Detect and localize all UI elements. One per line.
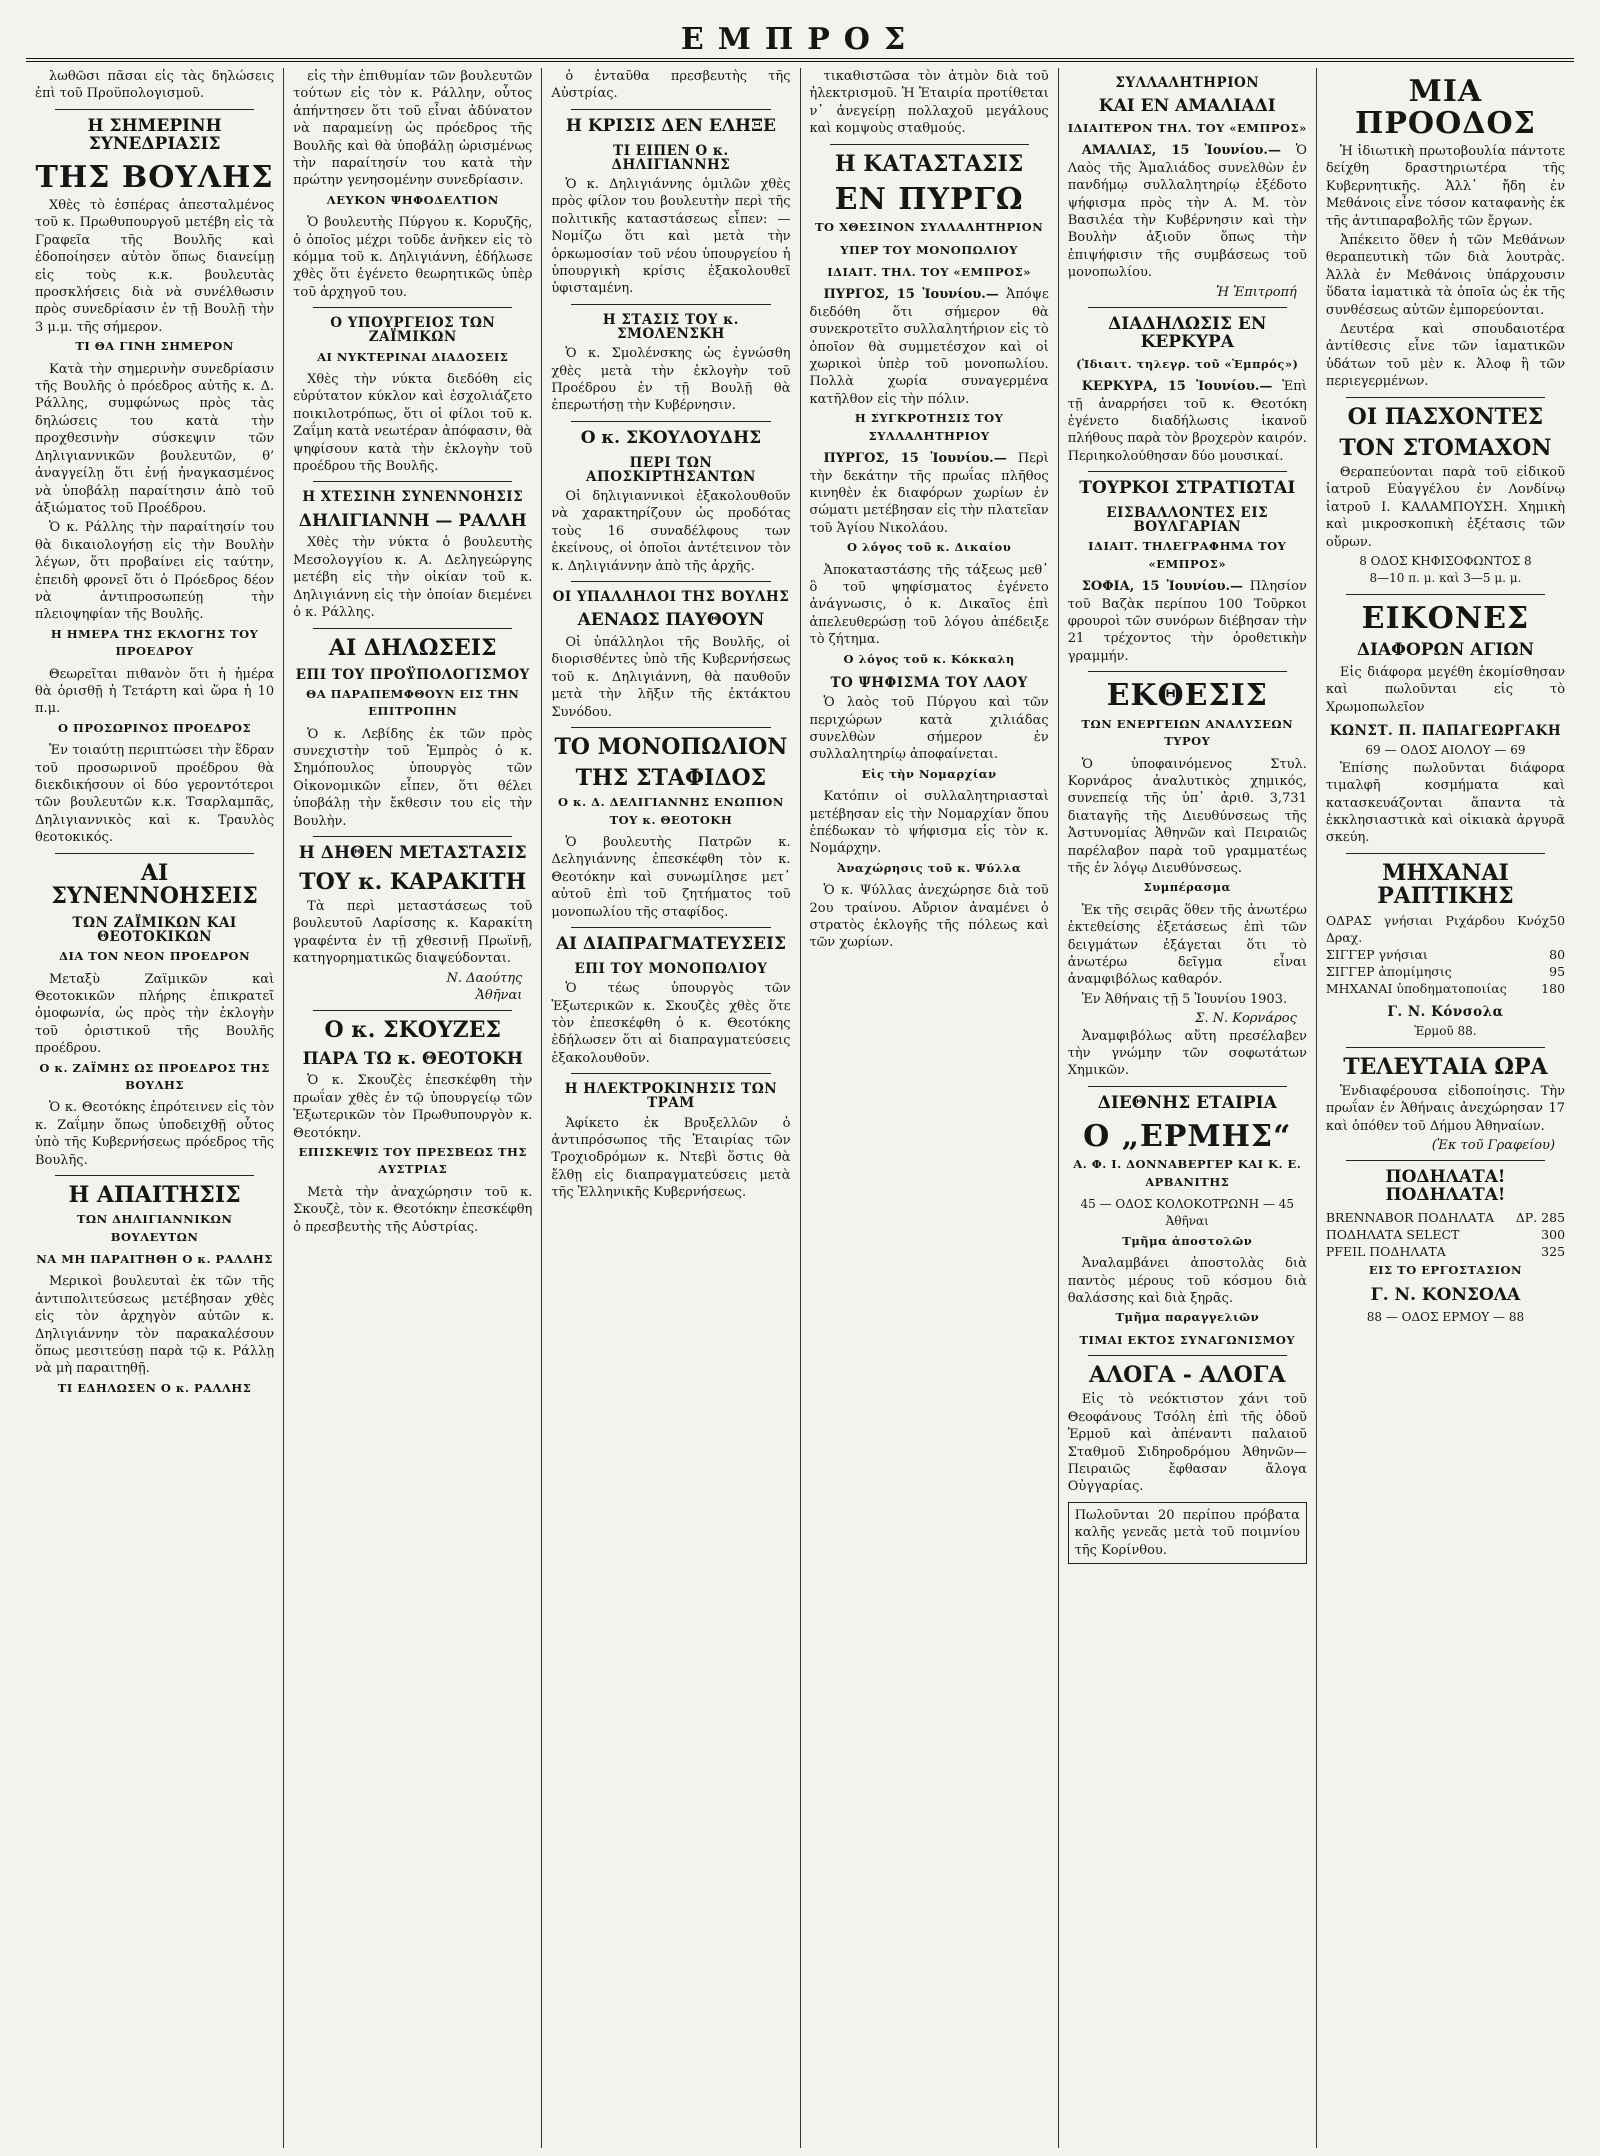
dateline: ΠΥΡΓΟΣ, 15 Ἰουνίου.— [823,287,999,303]
headline: Ο „ΕΡΜΗΣ“ [1083,1118,1292,1154]
shop-name: Γ. Ν. Κόνσολα [1387,1004,1504,1021]
article-text: Θεωρεῖται πιθανὸν ὅτι ἡ ἡμέρα θὰ ὁρισθῇ ἡ Τετάρτη καὶ ὥρα ἡ 10 π.μ. [35,666,275,717]
headline: ΟΙ ΠΑΣΧΟΝΤΕΣ [1347,403,1544,430]
article-text: τικαθιστῶσα τὸν ἀτμὸν διὰ τοῦ ἠλεκτρισμοῦ. Ἡ Ἑταιρία προτίθεται ν᾽ ἀνεγείρῃ πολλαχοῦ μεγάλους καὶ κομψοὺς σταθμούς. [809,69,1049,137]
headline: ΠΕΡΙ ΤΩΝ ΑΠΟΣΚΙΡΤΗΣΑΝΤΩΝ [586,454,756,485]
subheading: Ο κ. Δ. ΔΕΛΙΓΙΑΝΝΗΣ ΕΝΩΠΙΟΝ ΤΟΥ κ. ΘΕΟΤΟΚΗ [558,795,784,827]
headline: Η ΗΛΕΚΤΡΟΚΙΝΗΣΙΣ ΤΩΝ ΤΡΑΜ [564,1081,778,1112]
price-value: ΔΡ. 285 [1515,1210,1566,1226]
divider [571,1073,770,1074]
subheading: Ο ΠΡΟΣΩΡΙΝΟΣ ΠΡΟΕΔΡΟΣ [58,720,252,735]
divider [571,581,770,582]
signature: Ν. Δαούτης [446,970,523,986]
divider [1088,471,1287,472]
price-row [1326,963,1565,980]
headline: ΑΛΟΓΑ - ΑΛΟΓΑ [1089,1362,1286,1389]
dateline: ΑΜΑΛΙΑΣ, 15 Ἰουνίου.— [1081,143,1281,159]
article-text: Οἱ δηλιγιαννικοὶ ἐξακολουθοῦν νὰ χαρακτηρίζουν ὡς προδότας τοὺς 16 συναδέλφους των ἐκείνους, οἱ ὁποῖοι ἀντέτεινον τὸν κ. Δηλιγιάννην ἀπὸ τῆς ἀρχῆς. [551,489,791,574]
divider [313,1010,512,1011]
headline: ΤΙ ΕΙΠΕΝ Ο κ. ΔΗΛΙΓΙΑΝΝΗΣ [611,142,731,173]
masthead [26,10,1574,62]
divider [1346,594,1545,595]
subheading: ΤΟ ΧΘΕΣΙΝΟΝ ΣΥΛΛΑΛΗΤΗΡΙΟΝ [814,220,1044,235]
price-row [1326,1243,1565,1260]
divider [1088,307,1287,308]
divider [313,836,512,837]
article-text: ὁ ἐνταῦθα πρεσβευτὴς τῆς Αὐστρίας. [551,69,791,102]
article-text: Ἀποκαταστάσης τῆς τάξεως μεθ᾽ ὃ τοῦ ψηφίσματος ἐγένετο ἀνάγνωσις, ὁ κ. Δικαῖος ἐπὶ ἀπελευθερώσῃ τοῦ λόγου ἀπέδειξε τὸ ζήτημα. [809,562,1049,648]
headline: ΑΙ ΔΙΑΠΡΑΓΜΑΤΕΥΣΕΙΣ [555,934,787,955]
headline: Η ΣΤΑΣΙΣ ΤΟΥ κ. ΣΜΟΛΕΝΣΚΗ [602,311,739,343]
article-text: Μερικοὶ βουλευταὶ ἐκ τῶν τῆς ἀντιπολιτεύσεως μετέβησαν χθὲς εἰς τὸν ἀρχηγὸν αὐτῶν κ. Δηλιγιάννην τὸν παρακαλέσουν ὅπως μεσιτεύσῃ παρὰ τῷ κ. Ράλλῃ νὰ μὴ παραιτηθῇ. [35,1274,275,1377]
headline: ΤΩΝ ΖΑΪΜΙΚΩΝ ΚΑΙ ΘΕΟΤΟΚΙΚΩΝ [72,914,237,945]
subheading: ΙΔΙΑΙΤ. ΤΗΛΕΓΡΑΦΗΜΑ ΤΟΥ «ΕΜΠΡΟΣ» [1088,539,1287,571]
newspaper-title: ΕΜΠΡΟΣ [680,22,920,57]
article-text: Πλησίον τοῦ Βαζὰκ περίπου 100 Τοῦρκοι φρουροὶ τῶν συνόρων διέβησαν τὴν 21 τρέχοντος τὴν ὁροθετικὴν γραμμήν. [1067,579,1307,664]
headline: ΣΥΛΛΑΛΗΤΗΡΙΟΝ [1115,75,1260,91]
headline: ΔΗΛΙΓΙΑΝΝΗ — ΡΑΛΛΗ [298,510,527,531]
subheading: Η ΗΜΕΡΑ ΤΗΣ ΕΚΛΟΓΗΣ ΤΟΥ ΠΡΟΕΔΡΟΥ [50,626,259,659]
price-list [1326,912,1565,997]
column-1 [26,68,284,2148]
article-text: Περὶ τὴν δεκάτην τῆς πρωΐας πλῆθος κινηθὲν ἐκ διαφόρων χωρίων ἐν σώματι μετέβησαν εἰς τὴν πλατεῖαν τοῦ Ἁγίου Νικολάου. [809,451,1049,536]
bike-price-list [1326,1209,1565,1260]
column-3 [542,68,800,2148]
headline: ΠΟΔΗΛΑΤΑ! ΠΟΔΗΛΑΤΑ! [1385,1167,1506,1206]
subheading: ΔΙΑ ΤΟΝ ΝΕΟΝ ΠΡΟΕΔΡΟΝ [59,949,251,964]
divider [571,727,770,728]
divider [830,144,1029,145]
signature: Σ. Ν. Κορνάρος [1195,1011,1297,1027]
article-text: Ὁ τέως ὑπουργὸς τῶν Ἐξωτερικῶν κ. Σκουζὲς χθὲς ὅτε τὸν ἐπεσκέφθη ὁ κ. Θεοτόκης ἐδήλωσεν ὅτι αἱ διαπραγματεύσεις ἐξακολουθοῦν. [551,981,791,1066]
price-row [1326,980,1565,997]
dateline: ΠΥΡΓΟΣ, 15 Ἰουνίου.— [823,451,1007,467]
article-text: Οἱ ὑπάλληλοι τῆς Βουλῆς, οἱ διορισθέντες ὑπὸ τῆς Κυβερνήσεως τοῦ κ. Δηλιγιάννη, θὰ παυθοῦν μετὰ τὴν λῆξιν τῆς ἐκτάκτου Συνόδου. [551,635,791,720]
headline: ΕΙΣΒΑΛΛΟΝΤΕΣ ΕΙΣ ΒΟΥΛΓΑΡΙΑΝ [1106,505,1269,536]
headline: ΤΟ ΨΗΦΙΣΜΑ ΤΟΥ ΛΑΟΥ [830,674,1028,691]
article-text: Ἀναλαμβάνει ἀποστολὰς διὰ παντὸς μέρους τοῦ κόσμου διὰ θαλάσσης καὶ διὰ ξηρᾶς. [1067,1256,1307,1307]
article-text: Ἀφίκετο ἐκ Βρυξελλῶν ὁ ἀντιπρόσωπος τῆς Ἑταιρίας τῶν Τροχιοδρόμων κ. Ντεβὶ ὅστις θὰ ἔλθῃ εἰς διαπραγματεύσεις μετὰ τῆς Ἑλληνικῆς Κυβερνήσεως. [551,1115,791,1201]
headline: ΔΙΑΔΗΛΩΣΙΣ ΕΝ ΚΕΡΚΥΡΑ [1108,314,1267,352]
subheading: ΤΩΝ ΕΝΕΡΓΕΙΩΝ ΑΝΑΛΥΣΕΩΝ ΤΥΡΟΥ [1081,716,1294,749]
subheading: Η ΣΥΓΚΡΟΤΗΣΙΣ ΤΟΥ ΣΥΛΛΑΛΗΤΗΡΙΟΥ [854,411,1004,443]
address-line: 45 — ΟΔΟΣ ΚΟΛΟΚΟΤΡΩΝΗ — 45 [1080,1197,1295,1212]
article-text: Ὁ ὑποφαινόμενος Στυλ. Κορνάρος ἀναλυτικὸς χημικός, συνεπείᾳ τῆς ὑπ᾽ ἀριθ. 3,731 διαταγῆς τῆς Διευθύνσεως τῆς Ἀστυνομίας Ἀθηνῶν καὶ Πειραιῶς παρέλαβον παρὰ τοῦ γραμματέως τῆς ἐν λόγῳ Διευθύνσεως. [1067,756,1307,876]
address-line: 8 ΟΔΟΣ ΚΗΦΙΣΟΦΩΝΤΟΣ 8 [1359,553,1532,568]
article-text: Ὁ κ. Λεβίδης ἐκ τῶν πρὸς συνεχιστὴν τοῦ Ἐμπρὸς ὁ κ. Σημόπουλος ὑπουργὸς τῶν Οἰκονομικῶν εἶπεν, ὅτι θέλει ὑποβάλῃ τὴν ἔκθεσιν του εἰς τὴν Βουλὴν. [293,726,533,829]
divider [1088,671,1287,672]
divider [571,927,770,928]
headline: Η ΣΗΜΕΡΙΝΗ ΣΥΝΕΔΡΙΑΣΙΣ [87,115,222,154]
price-value: 50 [1549,913,1566,929]
article-text: εἰς τὴν ἐπιθυμίαν τῶν βουλευτῶν τούτων εἰς τὸν κ. Ράλλην, οὗτος ἀπήντησεν ὅτι τοῦ εἶναι ἀδύνατον νὰ παραμείνῃ ὡς πρόεδρος τῆς Βουλῆς καὶ θὰ ὑποβάλῃ ὡρισμένως τὴν παραίτησίν του κατὰ τὴν πρώτην γενησομένην συνεδρίασιν. [293,69,533,189]
price-item: ΣΙΓΓΕΡ ἀπομίμησις [1325,964,1452,980]
article-text: Δευτέρα καὶ σπουδαιοτέρα ἀντίθεσις εἶνε τῶν ἰαματικῶν ὑδάτων τοῦ μὲν κ. Ἀλοφ ἢ τῶν περιεγερμένων. [1325,322,1566,390]
price-value: 325 [1541,1244,1566,1260]
columns [26,68,1574,2148]
subheading: (Ἰδιαιτ. τηλεγρ. τοῦ «Ἐμπρός») [1076,356,1299,371]
headline: ΔΙΑΦΟΡΩΝ ΑΓΙΩΝ [1356,640,1535,661]
headline: ΕΠΙ ΤΟΥ ΠΡΟΫΠΟΛΟΓΙΣΜΟΥ [295,666,530,683]
headline: Η ΧΤΕΣΙΝΗ ΣΥΝΕΝΝΟΗΣΙΣ [302,489,524,506]
article-text: Ὁ κ. Δηλιγιάννης ὁμιλῶν χθὲς πρὸς φίλον του βουλευτὴν περὶ τῆς πολιτικῆς καταστάσεως εἶπεν: — Νομίζω ὅτι καὶ μετὰ τὴν ὁρκωμοσίαν τοῦ νέου ὑπουργείου ἡ ὑπουργικὴ κρίσις ἐξακολουθεῖ ὑφισταμένη. [551,177,791,297]
headline: ΤΟΥΡΚΟΙ ΣΤΡΑΤΙΩΤΑΙ [1079,478,1296,499]
article-text: Ἐπίσης πωλοῦνται διάφορα τιμαλφῆ κοσμήματα καὶ κατασκευάζονται ἅπαντα τὰ ἐκκλησιαστικὰ καὶ οἰκιακὰ ἀργυρᾶ σκεύη. [1325,760,1566,846]
price-item: ΜΗΧΑΝΑΙ ὑποδηματοποιίας [1325,981,1507,997]
article-text: Ἐκ τῆς σειρᾶς ὅθεν τῆς ἀνωτέρω ἐκτεθείσης ἐξετάσεως ἐπὶ τῶν δειγμάτων ἐξάγεται ὅτι τὸ ἀνωτέρω δεῖγμα εἶναι ἀναμφιβόλως καθαρόν. [1067,902,1307,988]
headline: ΤΟΝ ΣΤΟΜΑΧΟΝ [1339,434,1552,461]
subheading: ΝΑ ΜΗ ΠΑΡΑΙΤΗΘΗ Ο κ. ΡΑΛΛΗΣ [36,1251,273,1266]
price-row [1326,912,1565,946]
date-line: Ἐν Ἀθήναις τῇ 5 Ἰουνίου 1903. [1081,991,1288,1007]
dateline: ΣΟΦΙΑ, 15 Ἰουνίου.— [1081,579,1244,595]
price-item: ΣΙΓΓΕΡ γνήσιαι [1325,947,1428,963]
article-text: Ὁ κ. Ψύλλας ἀνεχώρησε διὰ τοῦ 2ου τραίνου. Αὔριον ἀναμένει ὁ στρατὸς ἐκλογῆς τῆς πόλεως καὶ τῶν χωρίων. [809,883,1049,951]
headline: Ο κ. ΣΚΟΥΖΕΣ [324,1017,502,1044]
column-2 [284,68,542,2148]
subheading: ΑΙ ΝΥΚΤΕΡΙΝΑΙ ΔΙΑΔΟΣΕΙΣ [317,349,509,364]
article-text: Ὁ βουλευτὴς Πατρῶν κ. Δεληγιάννης ἐπεσκέφθη τὸν κ. Θεοτόκην καὶ συνωμίλησε μετ᾽ αὐτοῦ ἐπὶ τοῦ ζητήματος τοῦ μονοπωλίου τῆς σταφίδος. [551,835,791,920]
column-4 [801,68,1059,2148]
address-line: 88 — ΟΔΟΣ ΕΡΜΟΥ — 88 [1366,1310,1525,1325]
dateline: ΚΕΡΚΥΡΑ, 15 Ἰουνίου.— [1081,379,1273,395]
price-row [1326,946,1565,963]
article-text: Εἰς διάφορα μεγέθη ἐκομίσθησαν καὶ πωλοῦνται εἰς τὸ Χρωμοπωλεῖον [1325,665,1566,715]
advert-box [1068,1502,1307,1564]
divider [55,109,254,110]
column-6 [1317,68,1574,2148]
address-line: Ἑρμοῦ 88. [1414,1024,1477,1039]
headline: ΠΑΡΑ ΤΩ κ. ΘΕΟΤΟΚΗ [302,1048,523,1069]
shop-name: Γ. Ν. ΚΟΝΣΟΛΑ [1370,1285,1521,1306]
divider [1346,1047,1545,1048]
article-text: Ὁ κ. Θεοτόκης ἐπρότεινεν εἰς τὸν κ. Ζαΐμην ὅπως ὑποδειχθῇ οὗτος ὑπὸ τῆς Κυβερνήσεως πρόεδρος τῆς Βουλῆς. [35,1100,275,1168]
article-text: Ἐπὶ τῇ ἀναρρήσει τοῦ κ. Θεοτόκη ἐγένετο διαδήλωσις ἱκανοῦ πλήθους παρὰ τὸν βροχερὸν καιρόν. Περιηκολούθησαν δύο μουσικαί. [1067,379,1307,464]
headline: Η ΚΑΤΑΣΤΑΣΙΣ [834,150,1024,177]
divider [1088,1086,1287,1087]
subheading: Εἰς τὴν Νομαρχίαν [861,766,997,781]
headline: ΤΕΛΕΥΤΑΙΑ ΩΡΑ [1343,1053,1548,1080]
article-text: Ἐνδιαφέρουσα εἰδοποίησις. Τὴν πρωΐαν ἐν Ἀθήναις ἀνεχώρησαν 17 καὶ ὁπόθεν τοῦ Δήμου Ἀθηναίων. [1325,1083,1566,1134]
divider [1346,1160,1545,1161]
price-row [1326,1209,1565,1226]
price-item: PFEIL ΠΟΔΗΛΑΤΑ [1325,1244,1446,1260]
divider [1088,1355,1287,1356]
subheading: Ἀναχώρησις τοῦ κ. Ψύλλα [836,860,1022,875]
article-text: Χθὲς τὸ ἑσπέρας ἀπεσταλμένος τοῦ κ. Πρωθυπουργοῦ μετέβη εἰς τὰ Γραφεῖα τῆς Βουλῆς καὶ ἐδοποίησεν αὐτὸν ὅπως διανείμῃ εἰς τοὺς κ.κ. βουλευτὰς προσκλήσεις διὰ νὰ συνέλθωσιν πρὸς συνεδρίασιν ἐν τῇ Βουλῇ τὴν 3 μ.μ. τῆς σήμερον. [35,198,275,335]
article-text: Ἡ ἰδιωτικὴ πρωτοβουλία πάντοτε δείχθη δραστηριωτέρα τῆς Κυβερνητικῆς. Ἀλλ᾽ ἤδη ἐν Μεθάνοις εἶνε τόσον καταφανὴς ἐκ τῆς ἀντιπαραβολῆς τῶν ἔργων. [1325,144,1566,229]
subheading: Τμῆμα ἀποστολῶν [1122,1233,1253,1248]
headline: ΔΙΕΘΝΗΣ ΕΤΑΙΡΙΑ [1097,1092,1277,1113]
headline: ΑΙ ΣΥΝΕΝΝΟΗΣΕΙΣ [51,859,258,909]
signature: Ἡ Ἐπιτροπή [1216,284,1297,300]
headline: ΑΙ ΔΗΛΩΣΕΙΣ [328,634,497,661]
article-text: Κατόπιν οἱ συλλαλητηριασταὶ μετέβησαν εἰς τὴν Νομαρχίαν ὅπου ἐπέδωκαν τὸ ψήφισμα εἰς τὸν κ. Νομάρχην. [809,789,1049,857]
article-text: Θεραπεύονται παρὰ τοῦ εἰδικοῦ ἰατροῦ Εὐαγγέλου ἐν Λονδίνῳ ἰατροῦ Ι. ΚΑΛΑΜΠΟΥΣΗ. Χημικὴ καὶ μικροσκοπικὴ ἐξέτασις τῶν οὔρων. [1325,464,1566,550]
subheading: ΤΙΜΑΙ ΕΚΤΟΣ ΣΥΝΑΓΩΝΙΣΜΟΥ [1079,1332,1296,1347]
divider [313,307,512,308]
article-text: Ὁ κ. Σκουζὲς ἐπεσκέφθη τὴν πρωΐαν χθὲς ἐν τῷ ὑπουργείῳ τῶν Ἐξωτερικῶν τὸν Πρωθυπουργὸν κ. Θεοτόκην. [293,1073,533,1141]
divider [55,853,254,854]
article-text: Εἰς τὸ νεόκτιστον χάνι τοῦ Θεοφάνους Τσόλη ἐπὶ τῆς ὁδοῦ Ἑρμοῦ καὶ ἀπέναντι παλαιοῦ Σταθμοῦ Σιδηροδρόμου Ἀθηνῶν—Πειραιῶς ἔφθασαν ἄλογα Οὐγγαρίας. [1067,1392,1307,1495]
article-text: Μετὰ τὴν ἀναχώρησιν τοῦ κ. Σκουζὲ, τὸν κ. Θεοτόκην ἐπεσκέφθη ὁ πρεσβευτὴς τῆς Αὐστρίας. [293,1184,533,1235]
headline: ΤΗΣ ΣΤΑΦΙΔΟΣ [575,765,767,792]
subheading: ΕΠΙΣΚΕΨΙΣ ΤΟΥ ΠΡΕΣΒΕΩΣ ΤΗΣ ΑΥΣΤΡΙΑΣ [298,1144,528,1177]
subheading: ΙΔΙΑΙΤ. ΤΗΛ. ΤΟΥ «ΕΜΠΡΟΣ» [827,265,1031,280]
shop-name: ΚΩΝΣΤ. Π. ΠΑΠΑΓΕΩΡΓΑΚΗ [1329,723,1562,740]
headline: Η ΔΗΘΕΝ ΜΕΤΑΣΤΑΣΙΣ [298,843,527,864]
price-value: 80 [1549,947,1566,963]
article-text: Ἀναμφιβόλως αὕτη πρεσέλαβεν τὴν γνώμην τῶν σοφωτάτων Χημικῶν. [1067,1028,1307,1079]
subheading: Ο λόγος τοῦ κ. Κόκκαλη [843,651,1015,666]
headline: Η ΑΠΑΙΤΗΣΙΣ [68,1182,241,1209]
price-value: 95 [1549,964,1566,980]
headline: ΕΝ ΠΥΡΓΩ [834,181,1024,217]
advert-text: Πωλοῦνται 20 περίπου πρόβατα καλῆς γενεᾶς μετὰ τοῦ ποιμνίου τῆς Κορίνθου. [1074,1507,1300,1558]
headline: ΚΑΙ ΕΝ ΑΜΑΛΙΑΔΙ [1098,96,1276,117]
divider [313,481,512,482]
headline: ΜΗΧΑΝΑΙ ΡΑΠΤΙΚΗΣ [1377,859,1514,909]
headline: ΤΟΥ κ. ΚΑΡΑΚΙΤΗ [299,868,527,895]
article-text: Ἀπόψε διεδόθη ὅτι σήμερον θὰ συνεκροτεῖτο συλλαλητήριον εἰς τὸ ὁποῖον θὰ συμμετέσχον καὶ οἱ χωρικοὶ ὑπὲρ τοῦ μονοπωλίου. Πολλὰ χωρία συναγερμένα κατῆλθον εἰς τὴν πόλιν. [809,287,1049,407]
subheading: ΥΠΕΡ ΤΟΥ ΜΟΝΟΠΩΛΙΟΥ [840,242,1018,257]
article-text: Ἐν τοιαύτῃ περιπτώσει τὴν ἕδραν τοῦ προσωρινοῦ προέδρου θὰ διεκδικήσουν οἱ δύο γεροντότεροι τῶν βουλευτῶν κ.κ. Τσαρλαμπᾶς, Δηλιγιαννικὸς καὶ κ. Τραυλὸς θεοτοκικός. [35,743,275,846]
subheading: ΤΩΝ ΔΗΛΙΓΙΑΝΝΙΚΩΝ ΒΟΥΛΕΥΤΩΝ [76,1212,233,1244]
divider [571,304,770,305]
place-line: Ἀθῆναι [475,988,523,1003]
divider [313,628,512,629]
headline: Ο κ. ΣΚΟΥΛΟΥΔΗΣ [580,427,762,448]
article-text: λωθῶσι πᾶσαι εἰς τὰς δηλώσεις ἐπὶ τοῦ Προϋπολογισμοῦ. [35,69,275,102]
subheading: Ο κ. ΖΑΪΜΗΣ ΩΣ ΠΡΟΕΔΡΟΣ ΤΗΣ ΒΟΥΛΗΣ [39,1060,270,1092]
headline: ΕΠΙ ΤΟΥ ΜΟΝΟΠΩΛΙΟΥ [574,960,768,977]
article-text: Ἀπέκειτο ὅθεν ἡ τῶν Μεθάνων θεραπευτικὴ τῶν διὰ λουτρὰς. Ἀλλὰ ἐν Μεθάνοις ὑπάρχουσιν ὕδατα ἰαματικὰ τὰ ὁποῖα ὡς ἐκ τῆς συνθέσεως αὐτῶν ἐμπορεύονται. [1325,233,1566,318]
subheading: ΤΙ ΕΔΗΛΩΣΕΝ Ο κ. ΡΑΛΛΗΣ [57,1380,252,1395]
headline: ΜΙΑ ΠΡΟΟΔΟΣ [1355,74,1536,141]
article-text: Κατὰ τὴν σημερινὴν συνεδρίασιν τῆς Βουλῆς ὁ πρόεδρος αὐτῆς κ. Δ. Ράλλης, συμφώνως πρὸς τὰς δηλώσεις του κατὰ τὴν προχθεσινὴν σύσκεψιν τῶν Δηλιγιαννικῶν βουλευτῶν, θ’ ἀναγγείλῃ ὅτι ἐνῄ ἠναγκασμένος νὰ ὑποβάλῃ παραίτησιν ἀπὸ τοῦ ἀξιώματος τοῦ Προέδρου. [35,361,275,516]
subheading: Α. Φ. Ι. ΔΟΝΝΑΒΕΡΓΕΡ ΚΑΙ Κ. Ε. ΑΡΒΑΝΙΤΗΣ [1073,1157,1302,1189]
article-text: Μεταξὺ Ζαϊμικῶν καὶ Θεοτοκικῶν πλήρης ἐπικρατεῖ ὁμοφωνία, ὡς πρὸς τὴν ἐκλογὴν τοῦ ὁριστικοῦ τῆς Βουλῆς προέδρου. [35,971,275,1057]
column-5 [1059,68,1317,2148]
price-value: 300 [1541,1227,1566,1243]
headline: ΕΙΚΟΝΕΣ [1361,600,1530,636]
article-text: Ὁ βουλευτὴς Πύργου κ. Κορυζῆς, ὁ ὁποῖος μέχρι τοῦδε ἀνῆκεν εἰς τὸ κόμμα τοῦ κ. Δηλιγιάννη, ἐδήλωσε χθὲς ὅτι ἐγένετο θεωρητικῶς ὑπὲρ τοῦ ἀρχηγοῦ του. [293,215,533,300]
headline: Η ΚΡΙΣΙΣ ΔΕΝ ΕΛΗΞΕ [565,115,776,136]
subheading: ΙΔΙΑΙΤΕΡΟΝ ΤΗΛ. ΤΟΥ «ΕΜΠΡΟΣ» [1067,121,1307,136]
subheading: ΤΙ ΘΑ ΓΙΝΗ ΣΗΜΕΡΟΝ [75,339,234,354]
headline: ΤΗΣ ΒΟΥΛΗΣ [35,159,274,195]
headline: ΕΚΘΕΣΙΣ [1106,678,1268,714]
divider [1346,397,1545,398]
headline: ΑΕΝΑΩΣ ΠΑΥΘΟΥΝ [577,610,765,631]
divider [1346,853,1545,854]
subheading: Συμπέρασμα [1143,880,1231,895]
city-line: Ἀθῆναι [1165,1214,1209,1229]
article-text: Ὁ κ. Σμολένσκης ὡς ἐγνώσθη χθὲς μετὰ τὴν ἐκλογὴν τοῦ Προέδρου ἐν τῇ Βουλῇ θὰ ἐπερωτήσῃ τὴν Κυβέρνησιν. [551,346,791,414]
subheading: ΘΑ ΠΑΡΑΠΕΜΦΘΟΥΝ ΕΙΣ ΤΗΝ ΕΠΙΤΡΟΠΗΝ [306,686,520,719]
article-text: Ὁ λαὸς τοῦ Πύργου καὶ τῶν περιχώρων κατὰ χιλιάδας συνελθὼν σήμερον ἐν συλλαλητηρίῳ ἀποφαίνεται. [809,695,1049,763]
price-item: ΠΟΔΗΛΑΤΑ SELECT [1325,1227,1460,1243]
subheading: ΛΕΥΚΟΝ ΨΗΦΟΔΕΛΤΙΟΝ [326,192,499,207]
headline: ΤΟ ΜΟΝΟΠΩΛΙΟΝ [554,734,788,761]
source-line: (Ἐκ τοῦ Γραφείου) [1431,1137,1556,1153]
headline: ΟΙ ΥΠΑΛΛΗΛΟΙ ΤΗΣ ΒΟΥΛΗΣ [552,589,790,606]
article-text: Ὁ κ. Ράλλης τὴν παραίτησίν του θὰ δικαιολογήσῃ εἰς τὴν Βουλὴν λέγων, ὅτι προβαίνει εἰς ταύτην, ἐπειδὴ φρονεῖ ὅτι ὁ Πρόεδρος δέον νὰ ἀντιπροσωπεύῃ τὴν πλειοψηφίαν τῆς Βουλῆς. [35,520,275,623]
article-text: Χθὲς τὴν νύκτα ὁ βουλευτὴς Μεσολογγίου κ. Α. Δεληγεώργης μετέβη εἰς τὴν οἰκίαν τοῦ κ. Δηλιγιάννη εἰς τὴν ὁποίαν διεμένει ὁ κ. Ράλλης. [293,535,533,621]
divider [571,109,770,110]
divider [571,421,770,422]
address-line: 69 — ΟΔΟΣ ΑΙΟΛΟΥ — 69 [1365,743,1526,758]
article-text: Χθὲς τὴν νύκτα διεδόθη εἰς εὐρύτατον κύκλον καὶ ἐσχολιάζετο ποικιλοτρόπως, ὅτι οἱ φίλοι τοῦ κ. Ζαΐμη κατὰ νεωτέραν ἀπόφασιν, θὰ ψηφίσουν κατὰ τὴν ἐκλογὴν τοῦ προέδρου τῆς Βουλῆς. [293,372,533,475]
price-row [1326,1226,1565,1243]
article-text: Τὰ περὶ μεταστάσεως τοῦ βουλευτοῦ Λαρίσσης κ. Καρακίτη γραφέντα ἐν τῇ χθεσινῇ Πρωϊνῇ, κατηγορηματικῶς διαψεύδονται. [293,898,533,967]
price-item: BRENNABOR ΠΟΔΗΛΑΤΑ [1325,1210,1495,1226]
price-item: ΟΔΡΑΣ γνήσιαι Ριχάρδου Κνόχ Δραχ. [1325,913,1550,946]
article-text: Ὁ Λαὸς τῆς Ἀμαλιάδος συνελθὼν ἐν πανδήμῳ συλλαλητηρίῳ ἐξέδοτο ψήφισμα πρὸς τὴν Α. Μ. τὸν Βασιλέα τὴν Κυβέρνησιν καὶ τὴν Βουλὴν ἀξιοῦν ὅπως τὴν ἐπιψήφισιν τῆς συμβάσεως τοῦ μονοπωλίου. [1067,143,1307,281]
subheading: Ο λόγος τοῦ κ. Δικαίου [846,540,1012,555]
headline: Ο ΥΠΟΥΡΓΕΙΟΣ ΤΩΝ ΖΑΪΜΙΚΩΝ [330,315,496,346]
divider [55,1175,254,1176]
hours-line: 8—10 π. μ. καὶ 3—5 μ. μ. [1369,571,1522,586]
subheading: ΕΙΣ ΤΟ ΕΡΓΟΣΤΑΣΙΟΝ [1368,1263,1522,1278]
price-value: 180 [1541,981,1566,997]
subheading: Τμῆμα παραγγελιῶν [1115,1310,1260,1325]
